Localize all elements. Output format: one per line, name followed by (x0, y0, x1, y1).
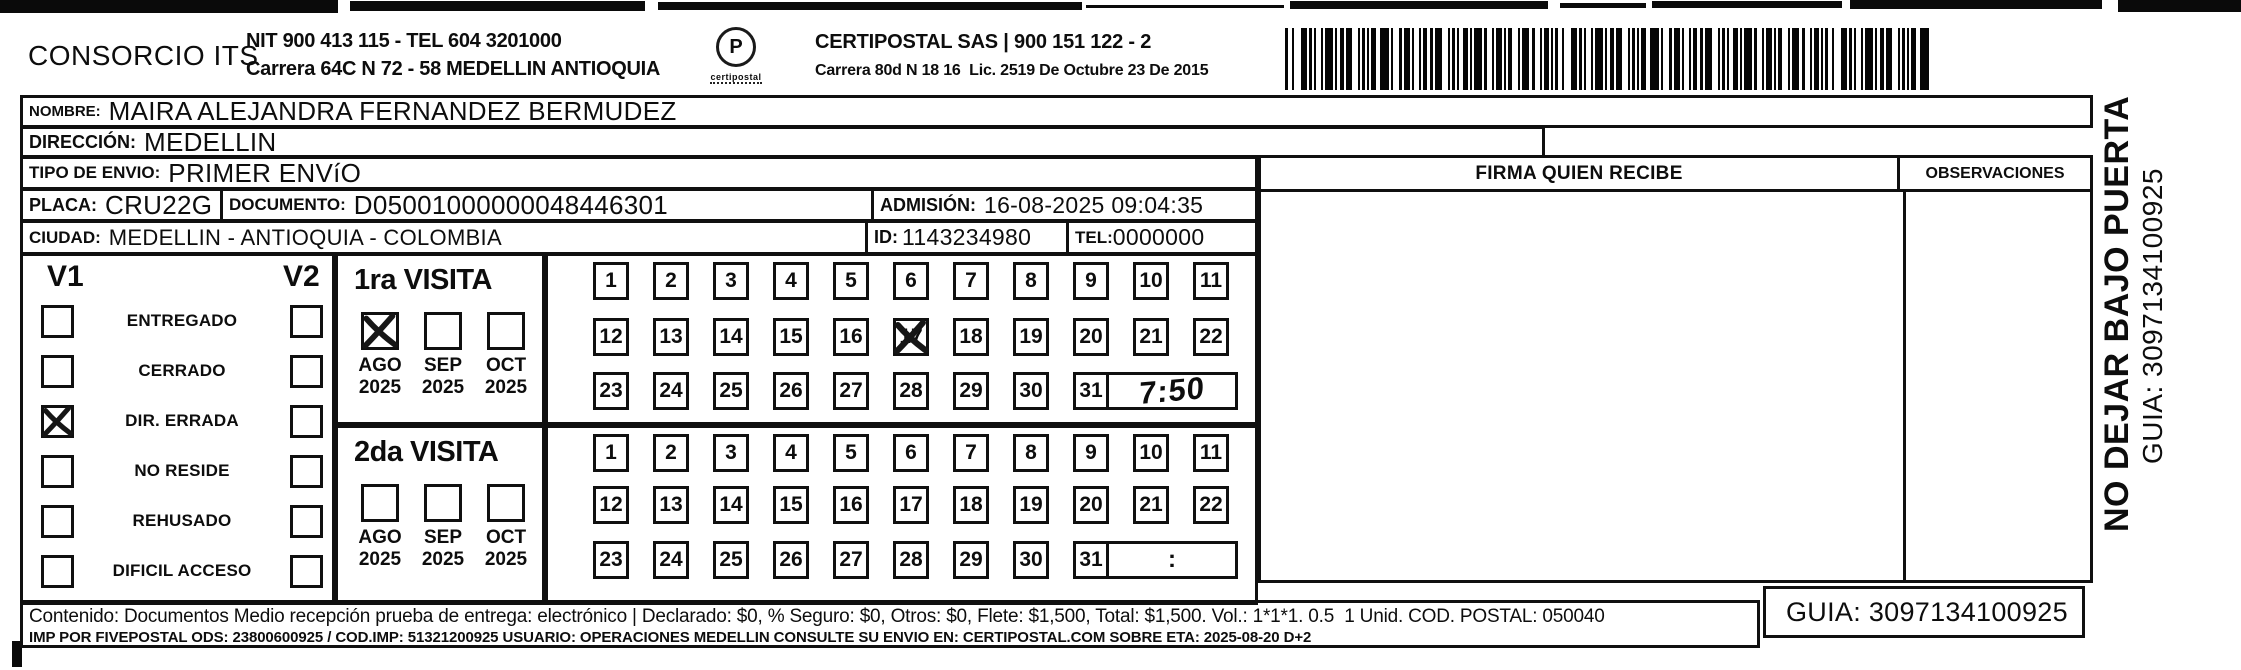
barcode-bar (1902, 28, 1905, 90)
handwritten-x-icon (360, 311, 400, 351)
row-placa-documento (20, 188, 1258, 222)
side-guia-text: GUIA: 3097134100925 (2137, 168, 2168, 464)
day-cell-15: 15 (773, 486, 809, 524)
visit1-title: 1ra VISITA (354, 264, 492, 296)
barcode-bar (1544, 28, 1549, 90)
barcode-bar (1861, 28, 1863, 90)
visit1-months (350, 312, 536, 399)
barcode-bar (1340, 28, 1344, 90)
month-year: 2025 (358, 377, 402, 398)
barcode-bar (1584, 28, 1586, 90)
barcode-bar (1669, 28, 1672, 90)
footer-imp-line: IMP POR FIVEPOSTAL ODS: 23800600925 / COD.IMP: 51321200925 USUARIO: OPERACIONES MEDELLIN CONSULTE SU ENVIO EN: CERTIPOSTAL.COM SOBRE ETA: 2025-08-20 D+2 (29, 629, 1312, 646)
time-note-box (1106, 369, 1238, 411)
barcode-bar (1540, 28, 1542, 90)
ciudad-value: MEDELLIN - ANTIOQUIA - COLOMBIA (108, 224, 502, 250)
day-cell-6: 6 (893, 262, 929, 300)
barcode-bar (1689, 28, 1691, 90)
day-cell-9: 9 (1073, 434, 1109, 472)
month-option-oct (476, 312, 536, 399)
barcode-bar (1591, 28, 1593, 90)
day-cell-27: 27 (833, 541, 869, 579)
day-cell-13: 13 (653, 318, 689, 356)
day-cell-10: 10 (1133, 434, 1169, 472)
visit1-day-grid (545, 253, 1258, 425)
status-row-no-reside (23, 446, 332, 496)
status-label: NO RESIDE (134, 461, 230, 480)
day-cell-18: 18 (953, 318, 989, 356)
day-cell-11: 11 (1193, 262, 1229, 300)
barcode-bar (1762, 28, 1764, 90)
status-label: CERRADO (138, 361, 226, 380)
barcode-bar (1632, 28, 1635, 90)
barcode-bar (1700, 28, 1703, 90)
day-cell-16: 16 (833, 486, 869, 524)
scan-artifact (2118, 0, 2241, 12)
company-nit-line: NIT 900 413 115 - TEL 604 3201000 (246, 30, 562, 52)
day-cell-19: 19 (1013, 318, 1049, 356)
day-cell-5: 5 (833, 262, 869, 300)
barcode-bar (1610, 28, 1614, 90)
day-cell-18: 18 (953, 486, 989, 524)
barcode-bar (1886, 28, 1892, 90)
day-cell-24: 24 (653, 541, 689, 579)
barcode-bar (1880, 28, 1884, 90)
barcode-bar (1309, 28, 1312, 90)
direccion-value: MEDELLIN (144, 129, 277, 155)
visit2-panel (335, 425, 545, 605)
documento-label: DOCUMENTO: (229, 195, 346, 214)
status-row-entregado (23, 296, 332, 346)
status-label: DIR. ERRADA (125, 411, 239, 430)
signature-header-row (1261, 158, 2090, 192)
handwritten-x-icon (892, 317, 930, 357)
day-cell-21: 21 (1133, 486, 1169, 524)
barcode-bar (1674, 28, 1680, 90)
signature-panel (1258, 155, 2093, 583)
row-nombre (20, 95, 2093, 128)
barcode-bar (1430, 28, 1433, 90)
barcode-bar (1362, 28, 1365, 90)
day-cell-1: 1 (593, 434, 629, 472)
barcode-bar (1496, 28, 1502, 90)
day-cell-22: 22 (1193, 318, 1229, 356)
day-cell-31: 31 (1073, 541, 1109, 579)
barcode-bar (1637, 28, 1639, 90)
certipostal-logo (700, 27, 772, 85)
barcode-bar (1920, 28, 1929, 90)
barcode-bar (1314, 28, 1316, 90)
admision-label: ADMISIÓN: (880, 194, 976, 215)
barcode-bar (1325, 28, 1333, 90)
month-year: 2025 (421, 549, 465, 570)
day-cell-6: 6 (893, 434, 929, 472)
scan-artifact (1652, 1, 1842, 8)
barcode-bar (1911, 28, 1916, 90)
day-cell-12: 12 (593, 318, 629, 356)
barcode-bar (1518, 28, 1520, 90)
day-row (593, 372, 1109, 410)
shipment-details-footer (20, 600, 1760, 648)
barcode-bar (1423, 28, 1427, 90)
day-row (593, 318, 1229, 356)
time-note-box: : (1106, 541, 1238, 579)
barcode-bar (1898, 28, 1900, 90)
certipostal-logo-icon: P (716, 27, 756, 67)
day-cell-19: 19 (1013, 486, 1049, 524)
visit1-panel (335, 253, 545, 425)
company-name: CONSORCIO ITS (28, 40, 259, 71)
tipo-envio-label: TIPO DE ENVIO: (29, 163, 161, 182)
certipostal-logo-caption: certipostal (710, 72, 762, 82)
checkbox-dir-errada-v2 (290, 405, 323, 438)
month-option-sep (413, 484, 473, 571)
barcode-bar (1508, 28, 1512, 90)
checkbox-no-reside-v2 (290, 455, 323, 488)
ciudad-label: CIUDAD: (29, 227, 101, 247)
placa-value: CRU22G (105, 191, 213, 219)
id-label: ID: (874, 227, 898, 247)
barcode-bar (1841, 28, 1847, 90)
barcode-bar (1727, 28, 1729, 90)
day-cell-4: 4 (773, 434, 809, 472)
checkbox-month-oct (487, 484, 525, 522)
barcode-bar (1733, 28, 1738, 90)
checkbox-cerrado-v2 (290, 355, 323, 388)
barcode-bar (1532, 28, 1535, 90)
side-warning-text (2098, 95, 2169, 532)
direccion-label: DIRECCIÓN: (29, 131, 136, 152)
checkbox-month-ago (361, 312, 399, 350)
placa-label: PLACA: (29, 194, 97, 215)
day-cell-21: 21 (1133, 318, 1169, 356)
month-option-oct (476, 484, 536, 571)
status-row-dificil-acceso (23, 546, 332, 596)
day-row (593, 486, 1229, 524)
month-year: 2025 (421, 377, 465, 398)
barcode-bar (1404, 28, 1410, 90)
barcode-bar (1693, 28, 1697, 90)
status-row-cerrado (23, 346, 332, 396)
checkbox-dificil-acceso-v1 (41, 555, 74, 588)
day-cell-14: 14 (713, 318, 749, 356)
barcode-bar (1335, 28, 1337, 90)
barcode-bar (1705, 28, 1712, 90)
barcode-bar (1641, 28, 1646, 90)
month-option-sep (413, 312, 473, 399)
day-cell-26: 26 (773, 372, 809, 410)
month-label: SEP (423, 355, 463, 376)
status-row-dir-errada (23, 396, 332, 446)
day-cell-13: 13 (653, 486, 689, 524)
day-cell-5: 5 (833, 434, 869, 472)
checkbox-month-sep (424, 312, 462, 350)
checkbox-cerrado-v1 (41, 355, 74, 388)
status-label: DIFICIL ACCESO (112, 561, 252, 580)
day-cell-26: 26 (773, 541, 809, 579)
month-year: 2025 (358, 549, 402, 570)
row-ciudad-id-tel (20, 220, 1258, 255)
day-cell-28: 28 (893, 372, 929, 410)
barcode-bar (1718, 28, 1720, 90)
barcode-bar (1825, 28, 1828, 90)
day-cell-25: 25 (713, 541, 749, 579)
day-cell-30: 30 (1013, 541, 1049, 579)
day-cell-16: 16 (833, 318, 869, 356)
delivery-status-panel (20, 253, 335, 605)
day-cell-10: 10 (1133, 262, 1169, 300)
scan-artifact (658, 2, 1082, 10)
barcode-bar (1628, 28, 1630, 90)
barcode-bar (1661, 28, 1663, 90)
scan-artifact (350, 1, 645, 11)
checkbox-entregado-v1 (41, 305, 74, 338)
barcode-bar (1744, 28, 1752, 90)
status-label: REHUSADO (132, 511, 232, 530)
month-option-ago (350, 484, 410, 571)
checkbox-month-ago (361, 484, 399, 522)
barcode-bar (1754, 28, 1757, 90)
firma-quien-recibe-header: FIRMA QUIEN RECIBE (1475, 162, 1683, 184)
day-row (593, 262, 1229, 300)
day-cell-28: 28 (893, 541, 929, 579)
barcode-bar (1778, 28, 1782, 90)
guia-number-box: GUIA: 3097134100925 (1763, 586, 2085, 638)
day-cell-22: 22 (1193, 486, 1229, 524)
day-cell-1: 1 (593, 262, 629, 300)
barcode-bar (1722, 28, 1725, 90)
barcode-bar (1682, 28, 1684, 90)
checkbox-entregado-v2 (290, 305, 323, 338)
barcode-bar (1391, 28, 1393, 90)
barcode-bar (1522, 28, 1529, 90)
day-cell-24: 24 (653, 372, 689, 410)
tipo-envio-value: PRIMER ENVíO (168, 159, 362, 187)
company-contact-block (246, 27, 660, 83)
barcode-bar (1448, 28, 1450, 90)
barcode-bar (1650, 28, 1659, 90)
barcode-bar (1849, 28, 1852, 90)
day-cell-27: 27 (833, 372, 869, 410)
barcode-bar (1792, 28, 1799, 90)
day-cell-17: 17 (893, 318, 929, 356)
scan-artifact (1290, 1, 1548, 9)
barcode-bar (1774, 28, 1776, 90)
barcode-bar (1463, 28, 1468, 90)
certipostal-block (815, 29, 1208, 84)
checkbox-rehusado-v2 (290, 505, 323, 538)
admision-value: 16-08-2025 09:04:35 (984, 191, 1204, 218)
scan-artifact (1086, 5, 1284, 8)
nombre-value: MAIRA ALEJANDRA FERNANDEZ BERMUDEZ (108, 98, 677, 125)
barcode-bar (1562, 28, 1564, 90)
handwritten-x-icon (40, 404, 75, 439)
certipostal-name-line: CERTIPOSTAL SAS | 900 151 122 - 2 (815, 31, 1152, 53)
barcode-bar (1555, 28, 1558, 90)
barcode-bar (1457, 28, 1459, 90)
footer-contents-line: Contenido: Documentos Medio recepción prueba de entrega: electrónico | Declarado: $0, % Seguro: $0, Otros: $0, Flete: $1,500, Total: $1,500. Vol.: 1*1*1. 0.5 1 Unid. COD. POSTAL: 050040 (29, 606, 1605, 627)
checkbox-no-reside-v1 (41, 455, 74, 488)
month-option-ago (350, 312, 410, 399)
barcode-bar (1292, 28, 1294, 90)
barcode-bar (1802, 28, 1805, 90)
barcode-bar (1504, 28, 1506, 90)
certipostal-license-line: Carrera 80d N 18 16 Lic. 2519 De Octubre 23 De 2015 (815, 62, 1209, 79)
scan-artifact (1850, 0, 2102, 9)
visit2-day-grid (545, 425, 1258, 605)
barcode-bar (1832, 28, 1834, 90)
month-label: AGO (358, 355, 402, 376)
barcode-bar (1285, 28, 1288, 90)
barcode-bar (1399, 28, 1402, 90)
day-cell-4: 4 (773, 262, 809, 300)
observaciones-divider (1903, 189, 1906, 580)
day-cell-8: 8 (1013, 262, 1049, 300)
barcode-bar (1907, 28, 1909, 90)
day-cell-9: 9 (1073, 262, 1109, 300)
day-cell-31: 31 (1073, 372, 1109, 410)
checkbox-dificil-acceso-v2 (290, 555, 323, 588)
barcode-bar (1412, 28, 1414, 90)
barcode-bar (1865, 28, 1873, 90)
day-cell-2: 2 (653, 262, 689, 300)
status-row-rehusado (23, 496, 332, 546)
day-cell-8: 8 (1013, 434, 1049, 472)
checkbox-dir-errada-v1 (41, 405, 74, 438)
month-label: SEP (423, 527, 463, 548)
day-cell-7: 7 (953, 434, 989, 472)
day-cell-7: 7 (953, 262, 989, 300)
barcode-bar (1358, 28, 1360, 90)
day-cell-14: 14 (713, 486, 749, 524)
no-dejar-bajo-puerta-text: NO DEJAR BAJO PUERTA (2098, 95, 2136, 532)
scan-artifact (0, 0, 338, 13)
barcode-bar (1301, 28, 1307, 90)
month-label: OCT (485, 527, 527, 548)
day-cell-23: 23 (593, 372, 629, 410)
company-address-line: Carrera 64C N 72 - 58 MEDELLIN ANTIOQUIA (246, 58, 661, 80)
day-cell-11: 11 (1193, 434, 1229, 472)
day-cell-2: 2 (653, 434, 689, 472)
barcode-bar (1875, 28, 1877, 90)
nombre-label: NOMBRE: (29, 103, 101, 120)
v2-column-header: V2 (283, 260, 320, 293)
barcode-bar (1814, 28, 1819, 90)
day-cell-29: 29 (953, 541, 989, 579)
day-cell-23: 23 (593, 541, 629, 579)
observaciones-header: OBSERVACIONES (1897, 158, 2090, 189)
month-year: 2025 (484, 377, 528, 398)
barcode-bar (1854, 28, 1856, 90)
month-label: OCT (485, 355, 527, 376)
day-cell-3: 3 (713, 434, 749, 472)
day-cell-30: 30 (1013, 372, 1049, 410)
barcode-bar (1551, 28, 1553, 90)
handwritten-time: 7:50 (1138, 369, 1206, 411)
barcode-bar (1484, 28, 1487, 90)
month-label: AGO (358, 527, 402, 548)
documento-value: D05001000000048446301 (353, 191, 669, 219)
day-cell-12: 12 (593, 486, 629, 524)
barcode-bar (1571, 28, 1577, 90)
barcode-bar (1371, 28, 1376, 90)
visit2-title: 2da VISITA (354, 436, 499, 468)
checkbox-month-sep (424, 484, 462, 522)
tel-label: TEL: (1075, 227, 1113, 247)
barcode-bar (1474, 28, 1482, 90)
day-cell-3: 3 (713, 262, 749, 300)
status-rows (23, 296, 332, 596)
day-row (593, 541, 1109, 579)
v1-column-header: V1 (47, 260, 84, 293)
status-label: ENTREGADO (126, 311, 238, 330)
barcode-bar (1821, 28, 1823, 90)
barcode-bar (1616, 28, 1622, 90)
barcode-bar (1452, 28, 1455, 90)
barcode-bar (1788, 28, 1790, 90)
day-cell-25: 25 (713, 372, 749, 410)
barcode-bar (1810, 28, 1812, 90)
day-cell-15: 15 (773, 318, 809, 356)
barcode-bar (1367, 28, 1369, 90)
barcode-bar (1380, 28, 1389, 90)
day-cell-29: 29 (953, 372, 989, 410)
barcode-bar (1346, 28, 1352, 90)
id-value: 1143234980 (902, 224, 1032, 250)
barcode-bar (1470, 28, 1472, 90)
row-tipo-envio (20, 156, 1258, 190)
day-cell-20: 20 (1073, 318, 1109, 356)
day-cell-20: 20 (1073, 486, 1109, 524)
barcode-bar (1492, 28, 1494, 90)
month-year: 2025 (484, 549, 528, 570)
shipment-barcode (1285, 28, 1930, 90)
barcode-bar (1579, 28, 1582, 90)
barcode-bar (1766, 28, 1772, 90)
visit2-months (350, 484, 536, 571)
checkbox-rehusado-v1 (41, 505, 74, 538)
day-cell-17: 17 (893, 486, 929, 524)
barcode-bar (1605, 28, 1607, 90)
tel-value: 0000000 (1112, 224, 1205, 250)
barcode-bar (1740, 28, 1742, 90)
day-row (593, 434, 1229, 472)
barcode-bar (1435, 28, 1442, 90)
scan-artifact (1560, 3, 1646, 8)
barcode-bar (1595, 28, 1603, 90)
barcode-bar (1321, 28, 1323, 90)
checkbox-month-oct (487, 312, 525, 350)
barcode-bar (1419, 28, 1421, 90)
row-direccion (20, 126, 1545, 158)
